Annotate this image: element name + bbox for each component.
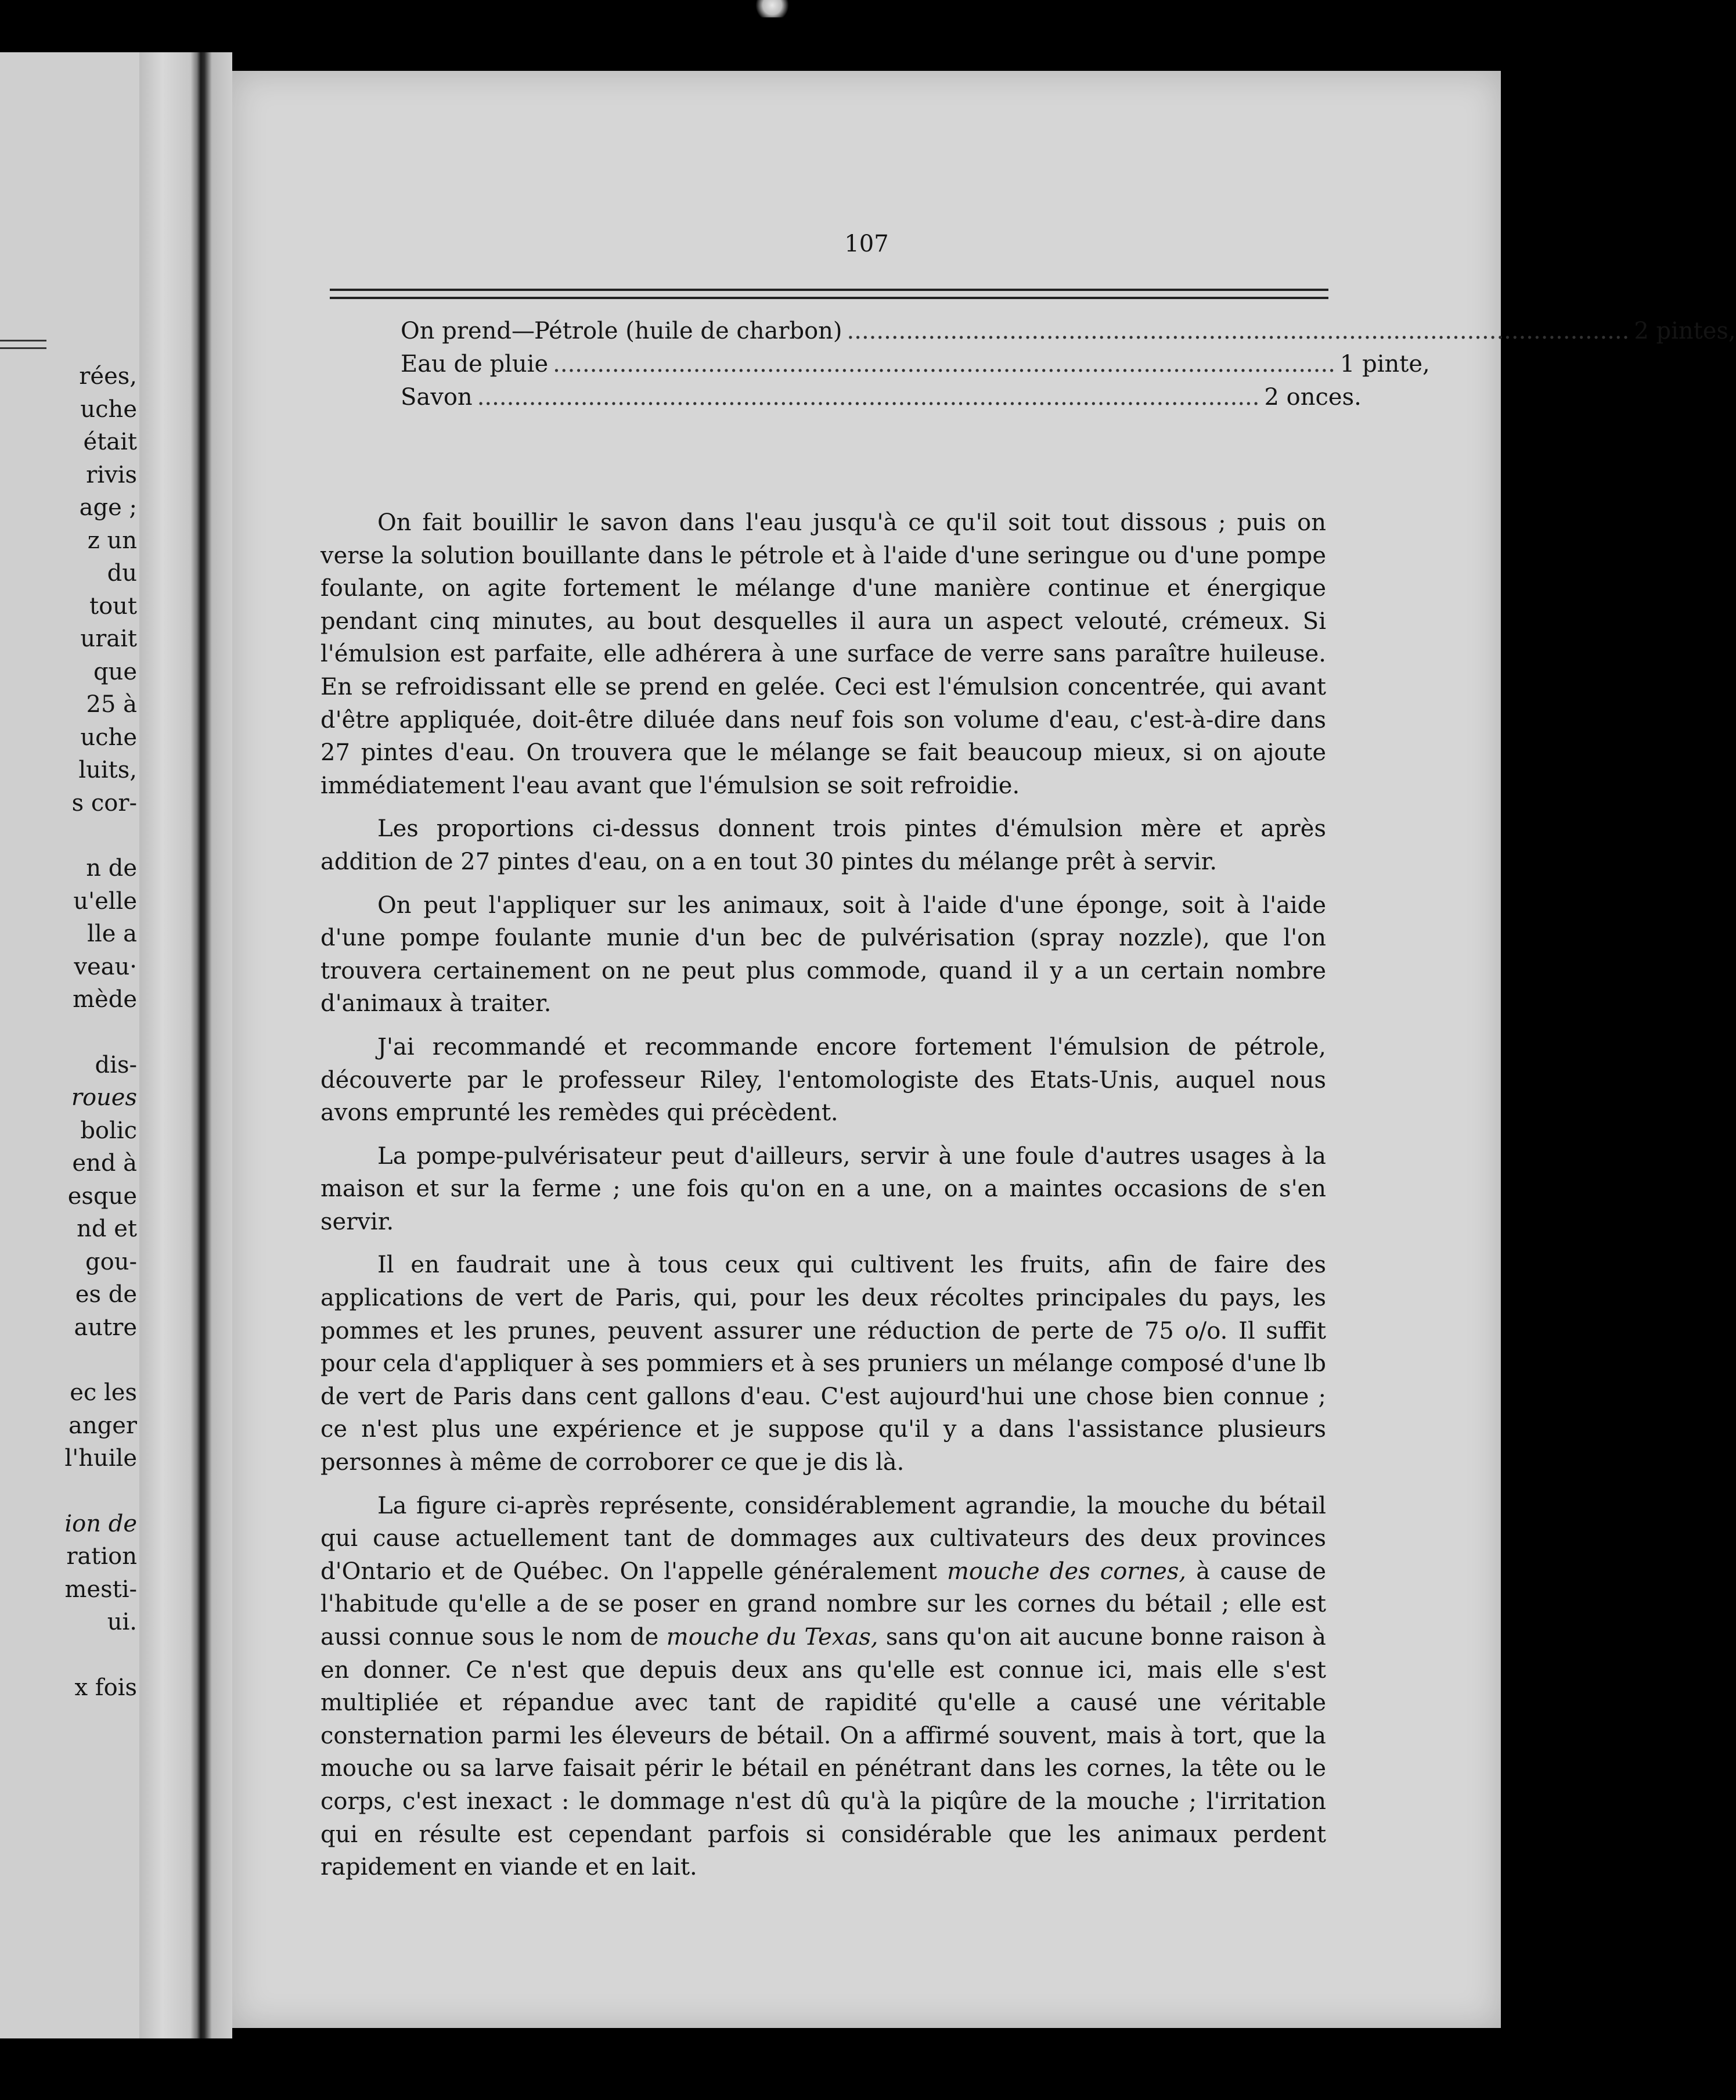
paragraph: On fait bouillir le savon dans l'eau jusqu'à ce qu'il soit tout dissous ; puis on verse la solution bouillante dans le pétrole et à l'aide d'une seringue ou d'une pompe foulante, on agite fortement le mélange d'une manière continue et énergique pendant cinq minutes, au bout desquelles il aura un aspect velouté, crémeux. Si l'émulsion est parfaite, elle adhérera à une surface de verre sans paraître huileuse. En se refroidissant elle se prend en gelée. Ceci est l'émulsion concentrée, qui avant d'être appliquée, doit-être diluée dans neuf fois son volume d'eau, c'est-à-dire dans 27 pintes d'eau. On trouvera que le mélange se fait beaucoup mieux, si on ajoute immédiatement l'eau avant que l'émulsion se soit refroidie. — [320, 509, 1326, 799]
recipe-intro: On prend— — [401, 318, 535, 344]
text-fragment: ion de — [64, 1510, 137, 1537]
text-fragment: du — [107, 560, 137, 587]
page-number: 107 — [844, 231, 889, 257]
recipe-item-name: Eau de pluie — [401, 351, 549, 377]
recipe-item-name: Pétrole (huile de charbon) — [534, 318, 842, 344]
document-page — [232, 71, 1736, 2028]
line-gap — [64, 1639, 137, 1671]
text-fragment: lle a — [87, 920, 137, 947]
text-fragment: z un — [87, 527, 137, 554]
text-fragment: l'huile — [64, 1445, 137, 1472]
text-fragment: veau· — [74, 953, 137, 980]
text-run: La figure ci-après représente, considérablement agrandie, la mouche du bétail qui cause actuellement tant de dommages aux cultivateurs des deux provinces d'Ontario et de Québec. On l'appelle généralement — [320, 1492, 1326, 1585]
book-binding — [139, 52, 232, 2038]
dot-leader: .......................................................................................................... — [477, 384, 1260, 411]
film-hole-mark — [752, 0, 793, 17]
paragraph: Il en faudrait une à tous ceux qui cultivent les fruits, afin de faire des applications de vert de Paris, qui, pour les deux récoltes principales du pays, les pommes et les prunes, peuvent assurer une réduction de perte de 75 o/o. Il suffit pour cela d'appliquer à ses pommiers et à ses pruniers un mélange composé d'une lb de vert de Paris dans cent gallons d'eau. C'est aujourd'hui une chose bien connue ; ce n'est plus une expérience et je suppose qu'il y a dans l'assistance plusieurs personnes à même de corroborer ce que je dis là. — [320, 1252, 1326, 1476]
text-fragment: nd et — [77, 1216, 137, 1242]
dot-leader: .......................................................................................................... — [553, 351, 1335, 377]
text-fragment: 25 à — [86, 691, 137, 718]
line-gap — [64, 1344, 137, 1376]
previous-page-strip — [0, 52, 139, 2038]
text-fragment: n de — [86, 855, 137, 882]
paragraph: J'ai recommandé et recommande encore fortement l'émulsion de pétrole, découverte par le professeur Riley, l'entomologiste des Etats-Unis, auquel nous avons emprunté les remèdes qui précèdent. — [320, 1033, 1326, 1127]
text-run: sans qu'on ait aucune bonne raison à en donner. Ce n'est que depuis deux ans qu'elle est connue ici, mais elle s'est multipliée et répandue avec tant de rapidité qu'elle a causé une véritable consternation parmi les éleveurs de bétail. On a affirmé souvent, mais à tort, que la mouche ou sa larve faisait périr le bétail en pénétrant dans les cornes, la tête ou le corps, c'est inexact : le dommage n'est dû qu'à la piqûre de la mouche ; l'irritation qui en résulte est cependant parfois si considérable que les animaux perdent rapidement en viande et en lait. — [320, 1624, 1326, 1881]
text-fragment: ui. — [107, 1609, 137, 1635]
body-text — [320, 506, 1326, 1894]
text-fragment: était — [83, 429, 137, 455]
paragraph-horn-fly — [320, 1490, 1326, 1884]
paragraph: Les proportions ci-dessus donnent trois pintes d'émulsion mère et après addition de 27 pintes d'eau, on a en tout 30 pintes du mélange prêt à servir. — [320, 815, 1326, 875]
text-fragment: rées, — [79, 363, 137, 390]
recipe-list — [401, 315, 1736, 414]
recipe-item-name: Savon — [401, 384, 473, 411]
text-fragment: ration — [66, 1543, 137, 1570]
text-fragment: rivis — [86, 461, 137, 488]
text-fragment: es de — [75, 1281, 137, 1308]
text-fragment: bolic — [80, 1117, 137, 1144]
recipe-item-quantity: 2 pintes, — [1634, 318, 1736, 344]
previous-page-rule — [0, 340, 46, 349]
line-gap — [64, 1016, 137, 1049]
text-fragment: dis- — [95, 1051, 137, 1078]
paragraph: La pompe-pulvérisateur peut d'ailleurs, servir à une foule d'autres usages à la maison et sur la ferme ; une fois qu'on en a une, on a maintes occasions de s'en servir. — [320, 1142, 1326, 1235]
recipe-row — [401, 315, 1736, 348]
previous-page-text — [64, 360, 137, 1704]
text-fragment: anger — [68, 1412, 137, 1439]
line-gap — [64, 819, 137, 852]
text-fragment: mesti- — [64, 1576, 137, 1603]
text-fragment: x fois — [74, 1674, 137, 1701]
recipe-item-quantity: 2 onces. — [1264, 384, 1362, 411]
text-fragment: esque — [67, 1182, 137, 1210]
text-fragment: mède — [73, 986, 137, 1013]
italic-term: mouche du Texas, — [666, 1624, 878, 1650]
text-fragment: autre — [74, 1314, 137, 1341]
text-fragment: tout — [89, 592, 137, 620]
text-fragment: ec les — [70, 1379, 137, 1406]
text-fragment: u'elle — [73, 887, 137, 915]
recipe-row — [401, 348, 1430, 381]
italic-term: mouche des cornes, — [947, 1558, 1187, 1585]
text-fragment: gou- — [85, 1248, 137, 1275]
header-rule — [330, 289, 1328, 299]
text-fragment: que — [93, 658, 137, 685]
text-fragment: s cor- — [71, 789, 137, 817]
text-fragment: roues — [71, 1084, 137, 1111]
text-fragment: uche — [80, 395, 137, 423]
paragraph: On peut l'appliquer sur les animaux, soit à l'aide d'une éponge, soit à l'aide d'une pompe foulante munie d'un bec de pulvérisation (spray nozzle), que l'on trouvera certainement on ne peut plus commode, quand il y a un certain nombre d'animaux à traiter. — [320, 891, 1326, 1017]
dot-leader: .......................................................................................................... — [847, 318, 1630, 344]
text-fragment: uche — [80, 724, 137, 751]
text-fragment: end à — [72, 1150, 137, 1177]
recipe-row — [401, 381, 1362, 414]
text-fragment: urait — [80, 625, 137, 652]
recipe-item-quantity: 1 pinte, — [1339, 351, 1430, 377]
text-fragment: age ; — [79, 494, 137, 521]
text-run: à cause de l'habitude qu'elle a de se poser en grand nombre sur les cornes du bétail ; elle est aussi connue sous le nom de — [320, 1558, 1327, 1650]
line-gap — [64, 1475, 137, 1508]
text-fragment: luits, — [78, 757, 137, 783]
